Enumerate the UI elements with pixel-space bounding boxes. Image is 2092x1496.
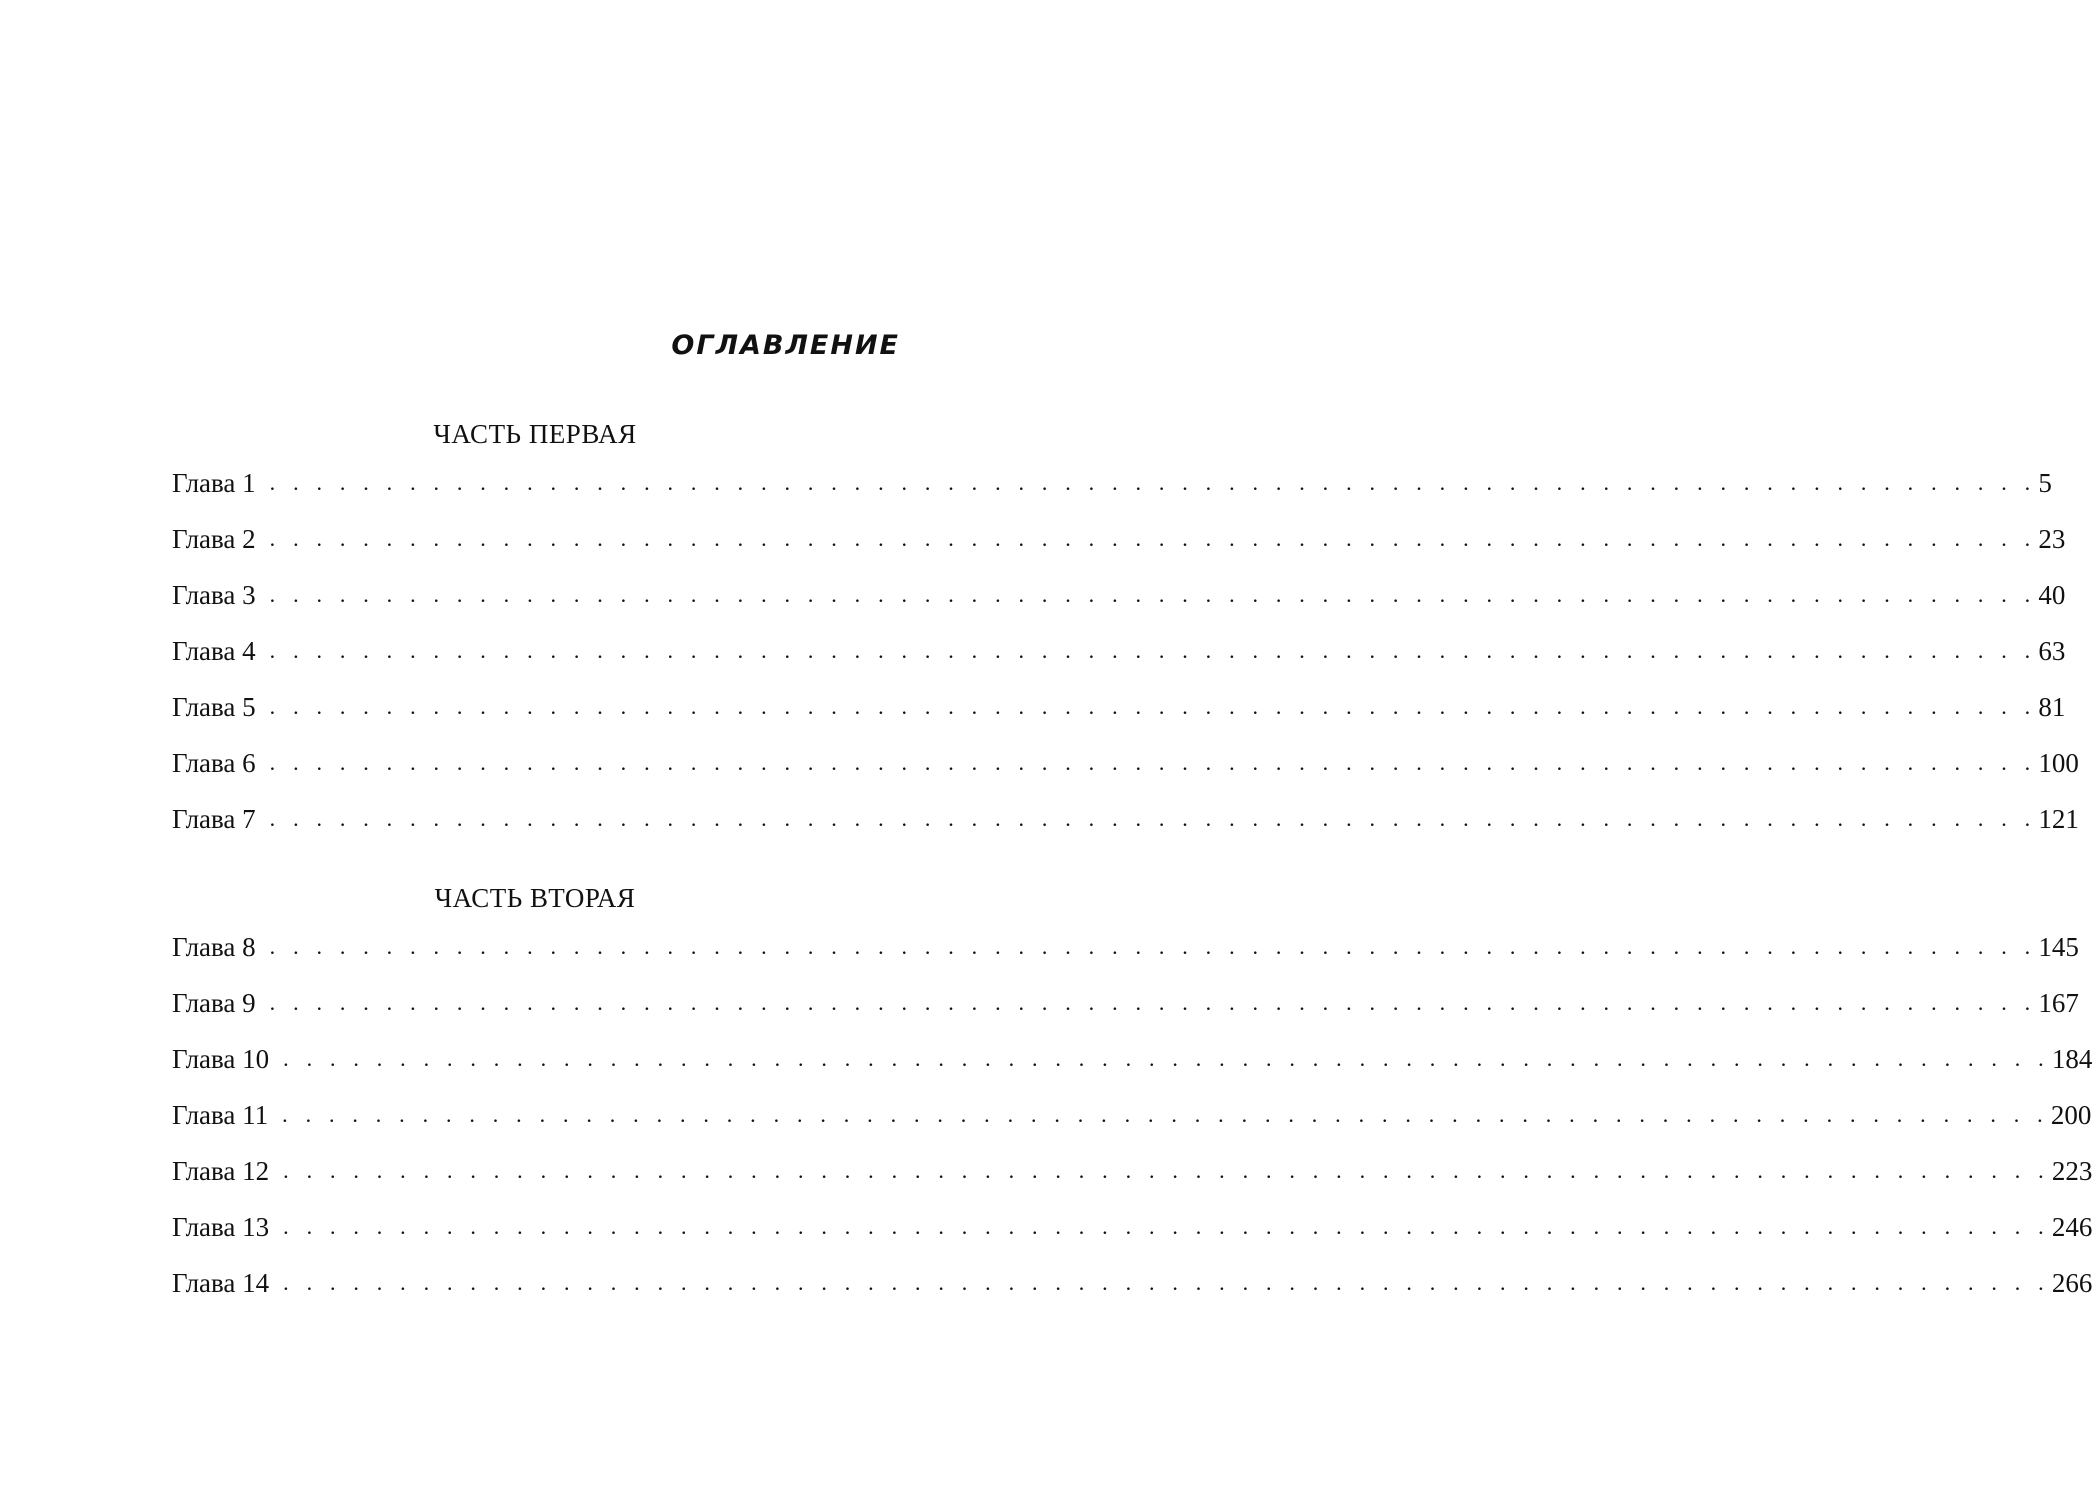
page-number: 167 xyxy=(2038,988,2079,1018)
dot-leader: . . . . . . . . . . . . . . . . . . . . . . . . . . . . . . . . . . . . . . . . . . . . . . . . . . . . . . . . . . . . . . . . . . . . . . . . . . . . xyxy=(269,582,2037,607)
chapter-label: Глава 4 xyxy=(172,636,256,666)
toc-entry[interactable] xyxy=(172,1132,2092,1188)
page-number: 63 xyxy=(2038,636,2066,666)
part-heading: ЧАСТЬ ПЕРВАЯ xyxy=(433,419,637,449)
dot-leader: . . . . . . . . . . . . . . . . . . . . . . . . . . . . . . . . . . . . . . . . . . . . . . . . . . . . . . . . . . . . . . . . . . . . . . . . . . . . xyxy=(283,1214,2050,1239)
toc-entry[interactable] xyxy=(172,1244,2092,1300)
toc-entry[interactable] xyxy=(172,500,2066,556)
dot-leader: . . . . . . . . . . . . . . . . . . . . . . . . . . . . . . . . . . . . . . . . . . . . . . . . . . . . . . . . . . . . . . . . . . . . . . . . . . . . xyxy=(283,1046,2050,1071)
dot-leader: . . . . . . . . . . . . . . . . . . . . . . . . . . . . . . . . . . . . . . . . . . . . . . . . . . . . . . . . . . . . . . . . . . . . . . . . . . . . xyxy=(283,1270,2050,1295)
chapter-list xyxy=(172,918,2092,1300)
page-number: 223 xyxy=(2051,1156,2092,1186)
part-one-section xyxy=(172,414,2079,836)
page-number: 81 xyxy=(2038,692,2066,722)
part-two-section xyxy=(172,878,2092,1300)
dot-leader: . . . . . . . . . . . . . . . . . . . . . . . . . . . . . . . . . . . . . . . . . . . . . . . . . . . . . . . . . . . . . . . . . . . . . . . . . . . . xyxy=(269,526,2037,551)
dot-leader: . . . . . . . . . . . . . . . . . . . . . . . . . . . . . . . . . . . . . . . . . . . . . . . . . . . . . . . . . . . . . . . . . . . . . . . . . . . . xyxy=(269,638,2037,663)
dot-leader: . . . . . . . . . . . . . . . . . . . . . . . . . . . . . . . . . . . . . . . . . . . . . . . . . . . . . . . . . . . . . . . . . . . . . . . . . . . . xyxy=(269,806,2037,831)
toc-entry[interactable] xyxy=(172,724,2079,780)
chapter-label: Глава 12 xyxy=(172,1156,270,1186)
chapter-label: Глава 3 xyxy=(172,580,256,610)
chapter-label: Глава 9 xyxy=(172,988,256,1018)
toc-entry[interactable] xyxy=(172,454,2052,500)
page-number: 5 xyxy=(2038,468,2052,498)
toc-entry[interactable] xyxy=(172,1076,2092,1132)
chapter-label: Глава 14 xyxy=(172,1268,270,1298)
toc-entry[interactable] xyxy=(172,1020,2092,1076)
page-number: 100 xyxy=(2038,748,2079,778)
chapter-list xyxy=(172,454,2079,836)
toc-entry[interactable] xyxy=(172,918,2079,964)
chapter-label: Глава 7 xyxy=(172,804,256,834)
page-number: 184 xyxy=(2051,1044,2092,1074)
dot-leader: . . . . . . . . . . . . . . . . . . . . . . . . . . . . . . . . . . . . . . . . . . . . . . . . . . . . . . . . . . . . . . . . . . . . . . . . . . . . xyxy=(269,990,2037,1015)
page-number: 145 xyxy=(2038,932,2079,962)
toc-entry[interactable] xyxy=(172,556,2066,612)
dot-leader: . . . . . . . . . . . . . . . . . . . . . . . . . . . . . . . . . . . . . . . . . . . . . . . . . . . . . . . . . . . . . . . . . . . . . . . . . . . . xyxy=(282,1102,2049,1127)
toc-entry[interactable] xyxy=(172,964,2079,1020)
toc-entry[interactable] xyxy=(172,1188,2092,1244)
chapter-label: Глава 8 xyxy=(172,932,256,962)
dot-leader: . . . . . . . . . . . . . . . . . . . . . . . . . . . . . . . . . . . . . . . . . . . . . . . . . . . . . . . . . . . . . . . . . . . . . . . . . . . . xyxy=(269,934,2037,959)
toc-entry[interactable] xyxy=(172,612,2066,668)
chapter-label: Глава 13 xyxy=(172,1212,270,1242)
chapter-label: Глава 1 xyxy=(172,468,256,498)
page-number: 121 xyxy=(2038,804,2079,834)
chapter-label: Глава 6 xyxy=(172,748,256,778)
chapter-label: Глава 5 xyxy=(172,692,256,722)
toc-entry[interactable] xyxy=(172,668,2066,724)
page-number: 246 xyxy=(2051,1212,2092,1242)
chapter-label: Глава 2 xyxy=(172,524,256,554)
dot-leader: . . . . . . . . . . . . . . . . . . . . . . . . . . . . . . . . . . . . . . . . . . . . . . . . . . . . . . . . . . . . . . . . . . . . . . . . . . . . xyxy=(269,470,2037,495)
toc-entry[interactable] xyxy=(172,780,2079,836)
page-number: 23 xyxy=(2038,524,2066,554)
page-number: 266 xyxy=(2051,1268,2092,1298)
part-heading: ЧАСТЬ ВТОРАЯ xyxy=(434,883,636,913)
dot-leader: . . . . . . . . . . . . . . . . . . . . . . . . . . . . . . . . . . . . . . . . . . . . . . . . . . . . . . . . . . . . . . . . . . . . . . . . . . . . xyxy=(269,750,2037,775)
chapter-label: Глава 10 xyxy=(172,1044,270,1074)
page-number: 200 xyxy=(2050,1100,2092,1130)
page-number: 40 xyxy=(2038,580,2066,610)
page-title: ОГЛАВЛЕНИЕ xyxy=(671,330,900,361)
dot-leader: . . . . . . . . . . . . . . . . . . . . . . . . . . . . . . . . . . . . . . . . . . . . . . . . . . . . . . . . . . . . . . . . . . . . . . . . . . . . xyxy=(283,1158,2050,1183)
chapter-label: Глава 11 xyxy=(172,1100,269,1130)
dot-leader: . . . . . . . . . . . . . . . . . . . . . . . . . . . . . . . . . . . . . . . . . . . . . . . . . . . . . . . . . . . . . . . . . . . . . . . . . . . . xyxy=(269,694,2037,719)
